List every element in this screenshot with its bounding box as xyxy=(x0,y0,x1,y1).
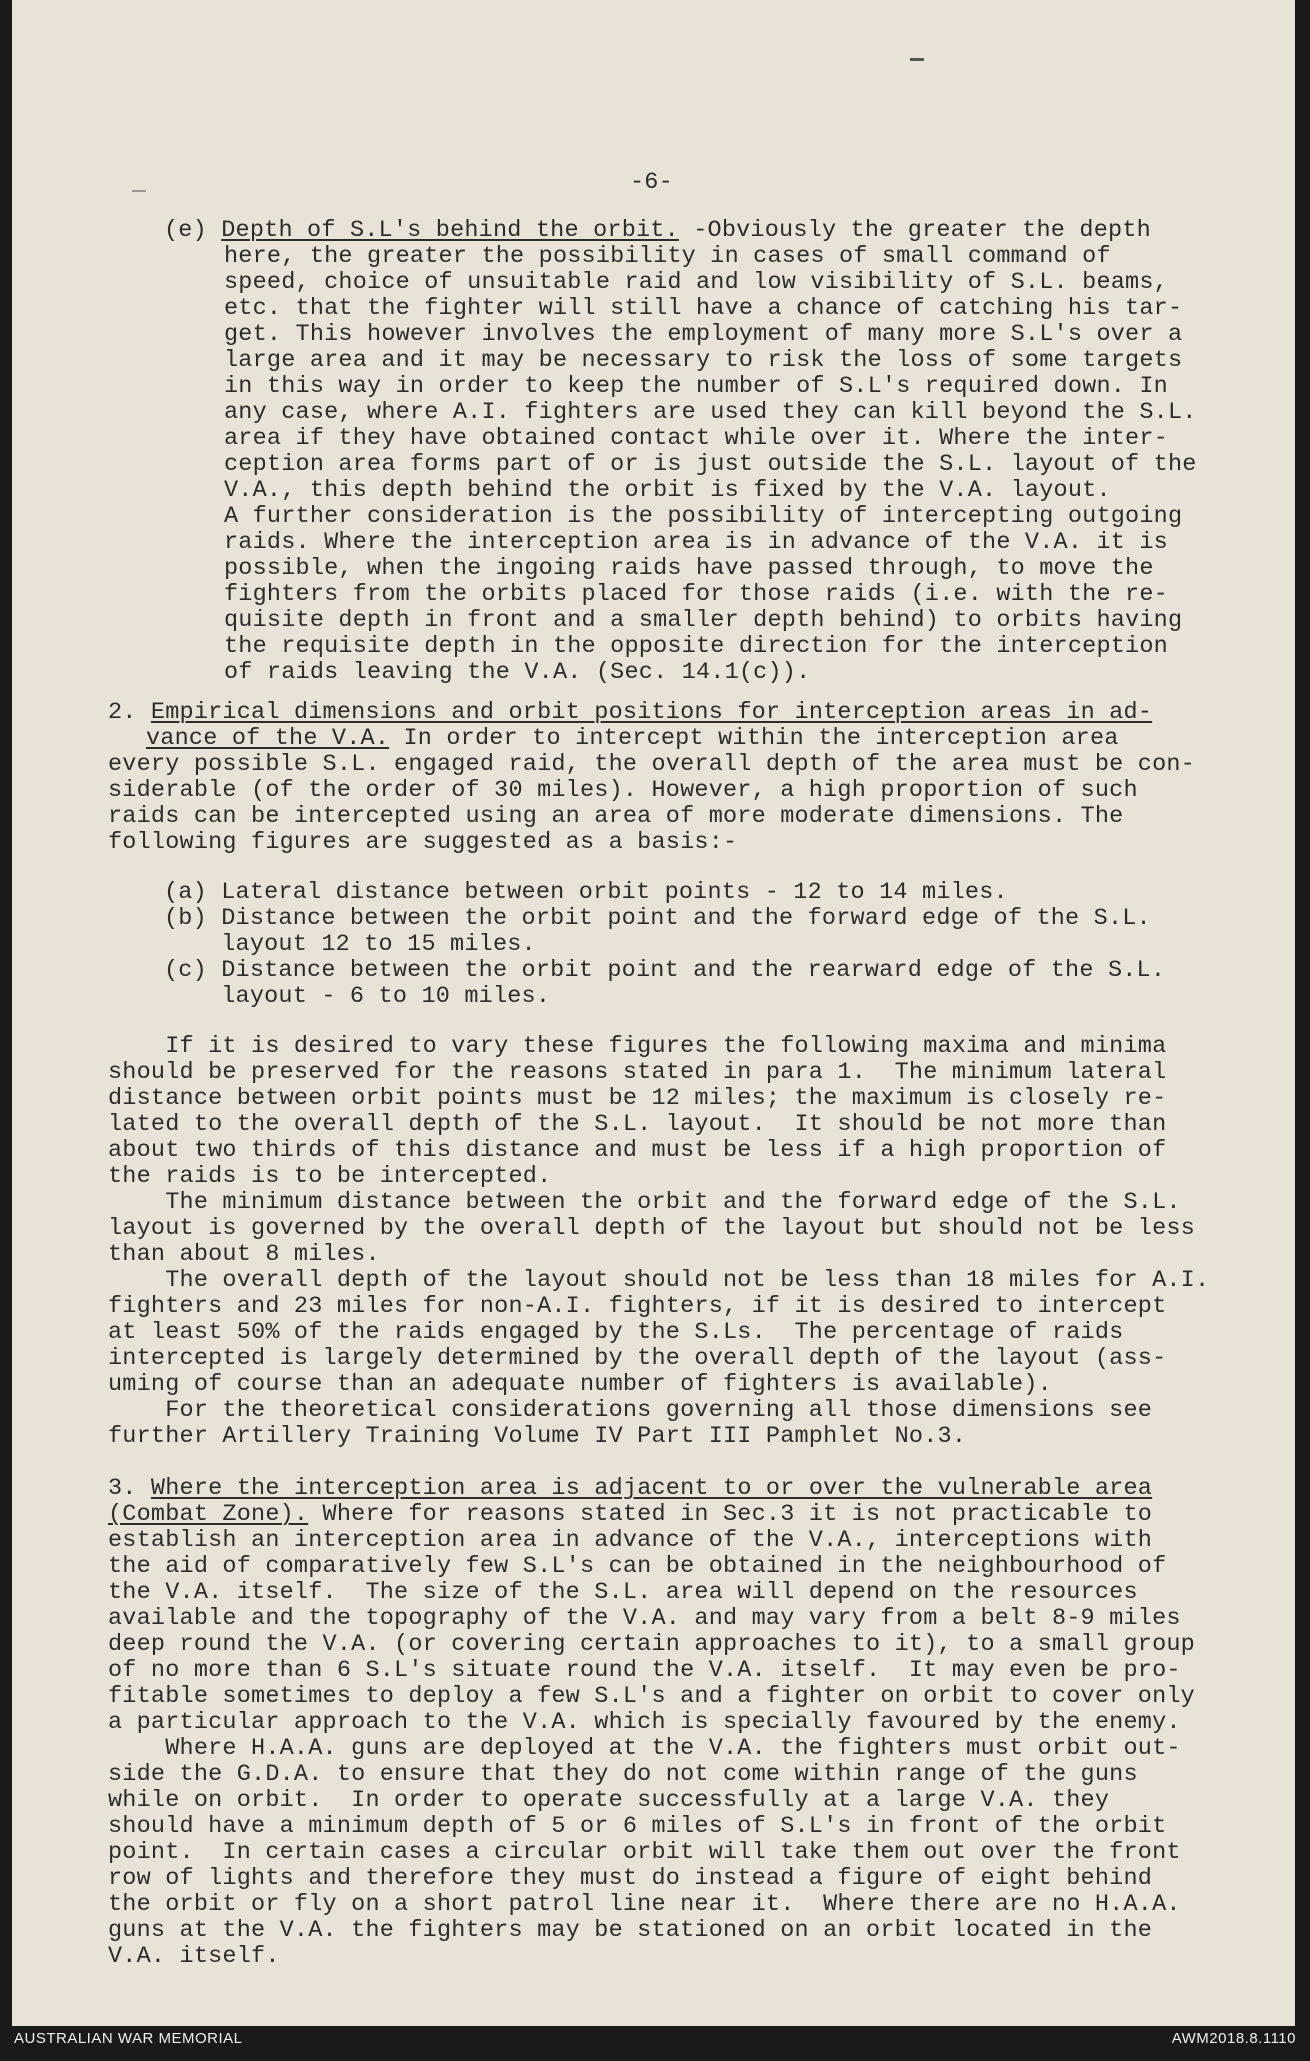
section-heading: Depth of S.L's behind the orbit. xyxy=(221,217,679,244)
body-line: of no more than 6 S.L's situate round the V.A. itself. It may even be pro- xyxy=(108,1657,1181,1684)
list-item: (b) Distance between the orbit point and the forward edge of the S.L. xyxy=(164,905,1151,932)
footer-archive-name: AUSTRALIAN WAR MEMORIAL xyxy=(14,2030,243,2047)
body-line: than about 8 miles. xyxy=(108,1241,380,1268)
body-line: the V.A. itself. The size of the S.L. area will depend on the resources xyxy=(108,1579,1138,1606)
body-line: row of lights and therefore they must do instead a figure of eight behind xyxy=(108,1865,1153,1892)
list-item: (c) Distance between the orbit point and the rearward edge of the S.L. xyxy=(164,957,1166,984)
body-line: side the G.D.A. to ensure that they do not come within range of the guns xyxy=(108,1761,1138,1788)
body-line: speed, choice of unsuitable raid and low visibility of S.L. beams, xyxy=(224,269,1168,296)
section-marker: (e) xyxy=(164,217,207,244)
body-line: possible, when the ingoing raids have passed through, to move the xyxy=(224,555,1154,582)
body-line: fitable sometimes to deploy a few S.L's and a fighter on orbit to cover only xyxy=(108,1683,1195,1710)
page-number: -6- xyxy=(630,169,673,196)
scan-mark xyxy=(132,190,146,192)
body-line: distance between orbit points must be 12 miles; the maximum is closely re- xyxy=(108,1085,1167,1112)
body-line: further Artillery Training Volume IV Part III Pamphlet No.3. xyxy=(108,1423,967,1450)
body-line: of raids leaving the V.A. (Sec. 14.1(c)). xyxy=(224,659,811,686)
body-line: quisite depth in front and a smaller depth behind) to orbits having xyxy=(224,607,1183,634)
body-line: A further consideration is the possibility of intercepting outgoing xyxy=(224,503,1183,530)
body-line: The minimum distance between the orbit and the forward edge of the S.L. xyxy=(108,1189,1181,1216)
body-line: point. In certain cases a circular orbit will take them out over the front xyxy=(108,1839,1181,1866)
section-marker: 2. xyxy=(108,699,137,726)
body-line: -Obviously the greater the depth xyxy=(678,217,1151,244)
section-heading: (Combat Zone). xyxy=(108,1501,309,1528)
body-line: should be preserved for the reasons stated in para 1. The minimum lateral xyxy=(108,1059,1167,1086)
section-2-heading-line xyxy=(146,726,1119,752)
list-item: (a) Lateral distance between orbit points - 12 to 14 miles. xyxy=(164,879,1008,906)
body-line: guns at the V.A. the fighters may be stationed on an orbit located in the xyxy=(108,1917,1153,1944)
body-line: etc. that the fighter will still have a chance of catching his tar- xyxy=(224,295,1183,322)
body-line: If it is desired to vary these figures the following maxima and minima xyxy=(108,1033,1167,1060)
section-marker: 3. xyxy=(108,1475,137,1502)
body-line: should have a minimum depth of 5 or 6 miles of S.L's in front of the orbit xyxy=(108,1813,1167,1840)
body-line: For the theoretical considerations governing all those dimensions see xyxy=(108,1397,1153,1424)
body-line: any case, where A.I. fighters are used they can kill beyond the S.L. xyxy=(224,399,1197,426)
body-line: deep round the V.A. (or covering certain approaches to it), to a small group xyxy=(108,1631,1195,1658)
section-heading: Where the interception area is adjacent to or over the vulnerable area xyxy=(150,1475,1153,1502)
body-line: uming of course than an adequate number of fighters is available). xyxy=(108,1371,1052,1398)
body-line: fighters and 23 miles for non-A.I. fighters, if it is desired to intercept xyxy=(108,1293,1167,1320)
body-line: raids can be intercepted using an area of more moderate dimensions. The xyxy=(108,803,1124,830)
body-line: Where H.A.A. guns are deployed at the V.A. the fighters must orbit out- xyxy=(108,1735,1181,1762)
list-item: layout 12 to 15 miles. xyxy=(164,931,536,958)
body-line: while on orbit. In order to operate successfully at a large V.A. they xyxy=(108,1787,1110,1814)
body-line: available and the topography of the V.A. and may vary from a belt 8-9 miles xyxy=(108,1605,1181,1632)
section-e-first-line xyxy=(164,218,1151,244)
body-line: large area and it may be necessary to risk the loss of some targets xyxy=(224,347,1183,374)
body-line: the orbit or fly on a short patrol line near it. Where there are no H.A.A. xyxy=(108,1891,1181,1918)
body-line: in this way in order to keep the number of S.L's required down. In xyxy=(224,373,1168,400)
body-line: In order to intercept within the interception area xyxy=(389,725,1119,752)
body-line: about two thirds of this distance and must be less if a high proportion of xyxy=(108,1137,1167,1164)
body-line: here, the greater the possibility in cases of small command of xyxy=(224,243,1111,270)
body-line: the requisite depth in the opposite direction for the interception xyxy=(224,633,1168,660)
section-3-heading-line xyxy=(108,1476,1152,1502)
list-item: layout - 6 to 10 miles. xyxy=(164,983,551,1010)
body-line: lated to the overall depth of the S.L. layout. It should be not more than xyxy=(108,1111,1167,1138)
body-line: establish an interception area in advance of the V.A., interceptions with xyxy=(108,1527,1153,1554)
body-line: at least 50% of the raids engaged by the S.Ls. The percentage of raids xyxy=(108,1319,1124,1346)
body-line: raids. Where the interception area is in advance of the V.A. it is xyxy=(224,529,1168,556)
section-3-heading-line xyxy=(108,1502,1152,1528)
body-line: ception area forms part of or is just outside the S.L. layout of the xyxy=(224,451,1197,478)
body-line: V.A., this depth behind the orbit is fixed by the V.A. layout. xyxy=(224,477,1111,504)
section-heading: vance of the V.A. xyxy=(146,725,390,752)
document-page xyxy=(12,0,1295,2026)
body-line: area if they have obtained contact while over it. Where the inter- xyxy=(224,425,1168,452)
body-line: every possible S.L. engaged raid, the overall depth of the area must be con- xyxy=(108,751,1195,778)
body-line: the aid of comparatively few S.L's can be obtained in the neighbourhood of xyxy=(108,1553,1167,1580)
scan-mark xyxy=(910,58,924,61)
body-line: get. This however involves the employment of many more S.L's over a xyxy=(224,321,1183,348)
body-line: siderable (of the order of 30 miles). However, a high proportion of such xyxy=(108,777,1138,804)
body-line: intercepted is largely determined by the overall depth of the layout (ass- xyxy=(108,1345,1167,1372)
footer-accession-number: AWM2018.8.1110 xyxy=(1171,2030,1296,2047)
body-line: V.A. itself. xyxy=(108,1943,280,1970)
body-line: following figures are suggested as a basis:- xyxy=(108,829,738,856)
body-line: a particular approach to the V.A. which is specially favoured by the enemy. xyxy=(108,1709,1181,1736)
body-line: fighters from the orbits placed for those raids (i.e. with the re- xyxy=(224,581,1168,608)
typed-text-area xyxy=(12,0,1295,2026)
body-line: the raids is to be intercepted. xyxy=(108,1163,552,1190)
body-line: layout is governed by the overall depth of the layout but should not be less xyxy=(108,1215,1195,1242)
body-line: Where for reasons stated in Sec.3 it is not practicable to xyxy=(308,1501,1153,1528)
section-2-heading-line xyxy=(108,700,1152,726)
section-heading: Empirical dimensions and orbit positions for interception areas in ad- xyxy=(150,699,1153,726)
body-line: The overall depth of the layout should not be less than 18 miles for A.I. xyxy=(108,1267,1210,1294)
